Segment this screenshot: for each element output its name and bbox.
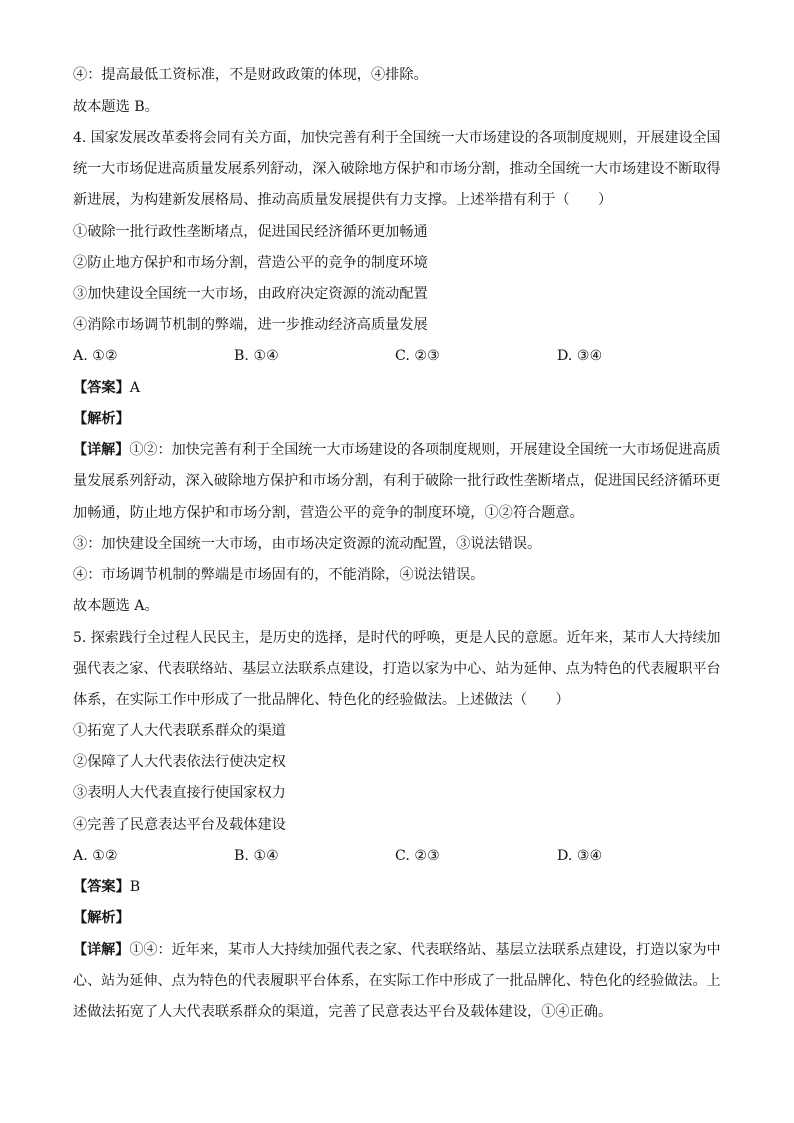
q4-conclusion: 故本题选 A。 xyxy=(73,598,159,614)
q5-detail-line-3: 述做法拓宽了人大代表联系群众的渠道，完善了民意表达平台及载体建设，①④正确。 xyxy=(73,1004,613,1020)
q4-answer xyxy=(73,378,140,398)
q4-option-b: B. ①④ xyxy=(234,348,279,364)
q4-item-4: ④消除市场调节机制的弊端，进一步推动经济高质量发展 xyxy=(73,317,428,333)
answer-label: 【答案】 xyxy=(73,879,130,895)
q4-detail-line-3: 加畅通，防止地方保护和市场分割，营造公平的竞争的制度环境，①②符合题意。 xyxy=(73,505,584,521)
q4-analysis-label: 【解析】 xyxy=(73,411,130,427)
detail-text: ①②：加快完善有利于全国统一大市场建设的各项制度规则，开展建设全国统一大市场促进高质 xyxy=(129,442,721,458)
q5-stem-line-3: 体系，在实际工作中形成了一批品牌化、特色化的经验做法。上述做法（ ） xyxy=(73,692,570,708)
q4-detail-line-1 xyxy=(73,440,721,460)
q5-item-3: ③表明人大代表直接行使国家权力 xyxy=(73,785,286,801)
q4-detail-line-2: 量发展系列舒动，深入破除地方保护和市场分割，有利于破除一批行政性垄断堵点，促进国民经济循环更 xyxy=(73,473,721,489)
q5-options xyxy=(73,846,721,866)
q4-options xyxy=(73,346,721,366)
q5-answer xyxy=(73,877,140,897)
q4-option-d: D. ③④ xyxy=(557,348,603,364)
q5-option-b: B. ①④ xyxy=(234,848,279,864)
q4-option-c: C. ②③ xyxy=(395,348,440,364)
q4-option-a: A. ①② xyxy=(73,348,118,364)
q4-stem-line-1: 4. 国家发展改革委将会同有关方面，加快完善有利于全国统一大市场建设的各项制度规则，开展建设全国 xyxy=(73,130,721,146)
q5-detail-line-2: 心、站为延伸、点为特色的代表履职平台体系，在实际工作中形成了一批品牌化、特色化的经验做法。上 xyxy=(73,973,721,989)
q5-analysis-label: 【解析】 xyxy=(73,910,130,926)
q5-stem-line-2: 强代表之家、代表联络站、基层立法联系点建设，打造以家为中心、站为延伸、点为特色的代表履职平台 xyxy=(73,661,721,677)
detail-label: 【详解】 xyxy=(73,442,130,458)
answer-value: A xyxy=(129,380,141,396)
prev-conclusion: 故本题选 B。 xyxy=(73,99,159,115)
detail-text: ①④：近年来，某市人大持续加强代表之家、代表联络站、基层立法联系点建设，打造以家为中 xyxy=(129,942,721,958)
q5-item-2: ②保障了人大代表依法行使决定权 xyxy=(73,754,286,770)
q5-option-a: A. ①② xyxy=(73,848,118,864)
q4-item-3: ③加快建设全国统一大市场，由政府决定资源的流动配置 xyxy=(73,286,428,302)
answer-value: B xyxy=(129,879,141,895)
prev-item-4: ④：提高最低工资标准，不是财政政策的体现，④排除。 xyxy=(73,67,428,83)
q5-option-d: D. ③④ xyxy=(557,848,603,864)
q5-item-1: ①拓宽了人大代表联系群众的渠道 xyxy=(73,723,286,739)
q5-option-c: C. ②③ xyxy=(395,848,440,864)
answer-label: 【答案】 xyxy=(73,380,130,396)
detail-label: 【详解】 xyxy=(73,942,130,958)
q4-detail-line-4: ③：加快建设全国统一大市场，由市场决定资源的流动配置，③说法错误。 xyxy=(73,536,542,552)
q4-stem-line-2: 统一大市场促进高质量发展系列舒动，深入破除地方保护和市场分割，推动全国统一大市场建设不断取得 xyxy=(73,161,721,177)
q4-item-1: ①破除一批行政性垄断堵点，促进国民经济循环更加畅通 xyxy=(73,224,428,240)
q4-detail-line-5: ④：市场调节机制的弊端是市场固有的，不能消除，④说法错误。 xyxy=(73,567,485,583)
q4-item-2: ②防止地方保护和市场分割，营造公平的竞争的制度环境 xyxy=(73,255,428,271)
q5-item-4: ④完善了民意表达平台及载体建设 xyxy=(73,817,286,833)
q4-stem-line-3: 新进展，为构建新发展格局、推动高质量发展提供有力支撑。上述举措有利于（ ） xyxy=(73,192,613,208)
q5-detail-line-1 xyxy=(73,940,721,960)
q5-stem-line-1: 5. 探索践行全过程人民民主，是历史的选择，是时代的呼唤，更是人民的意愿。近年来，某市人大持续加 xyxy=(73,630,721,646)
